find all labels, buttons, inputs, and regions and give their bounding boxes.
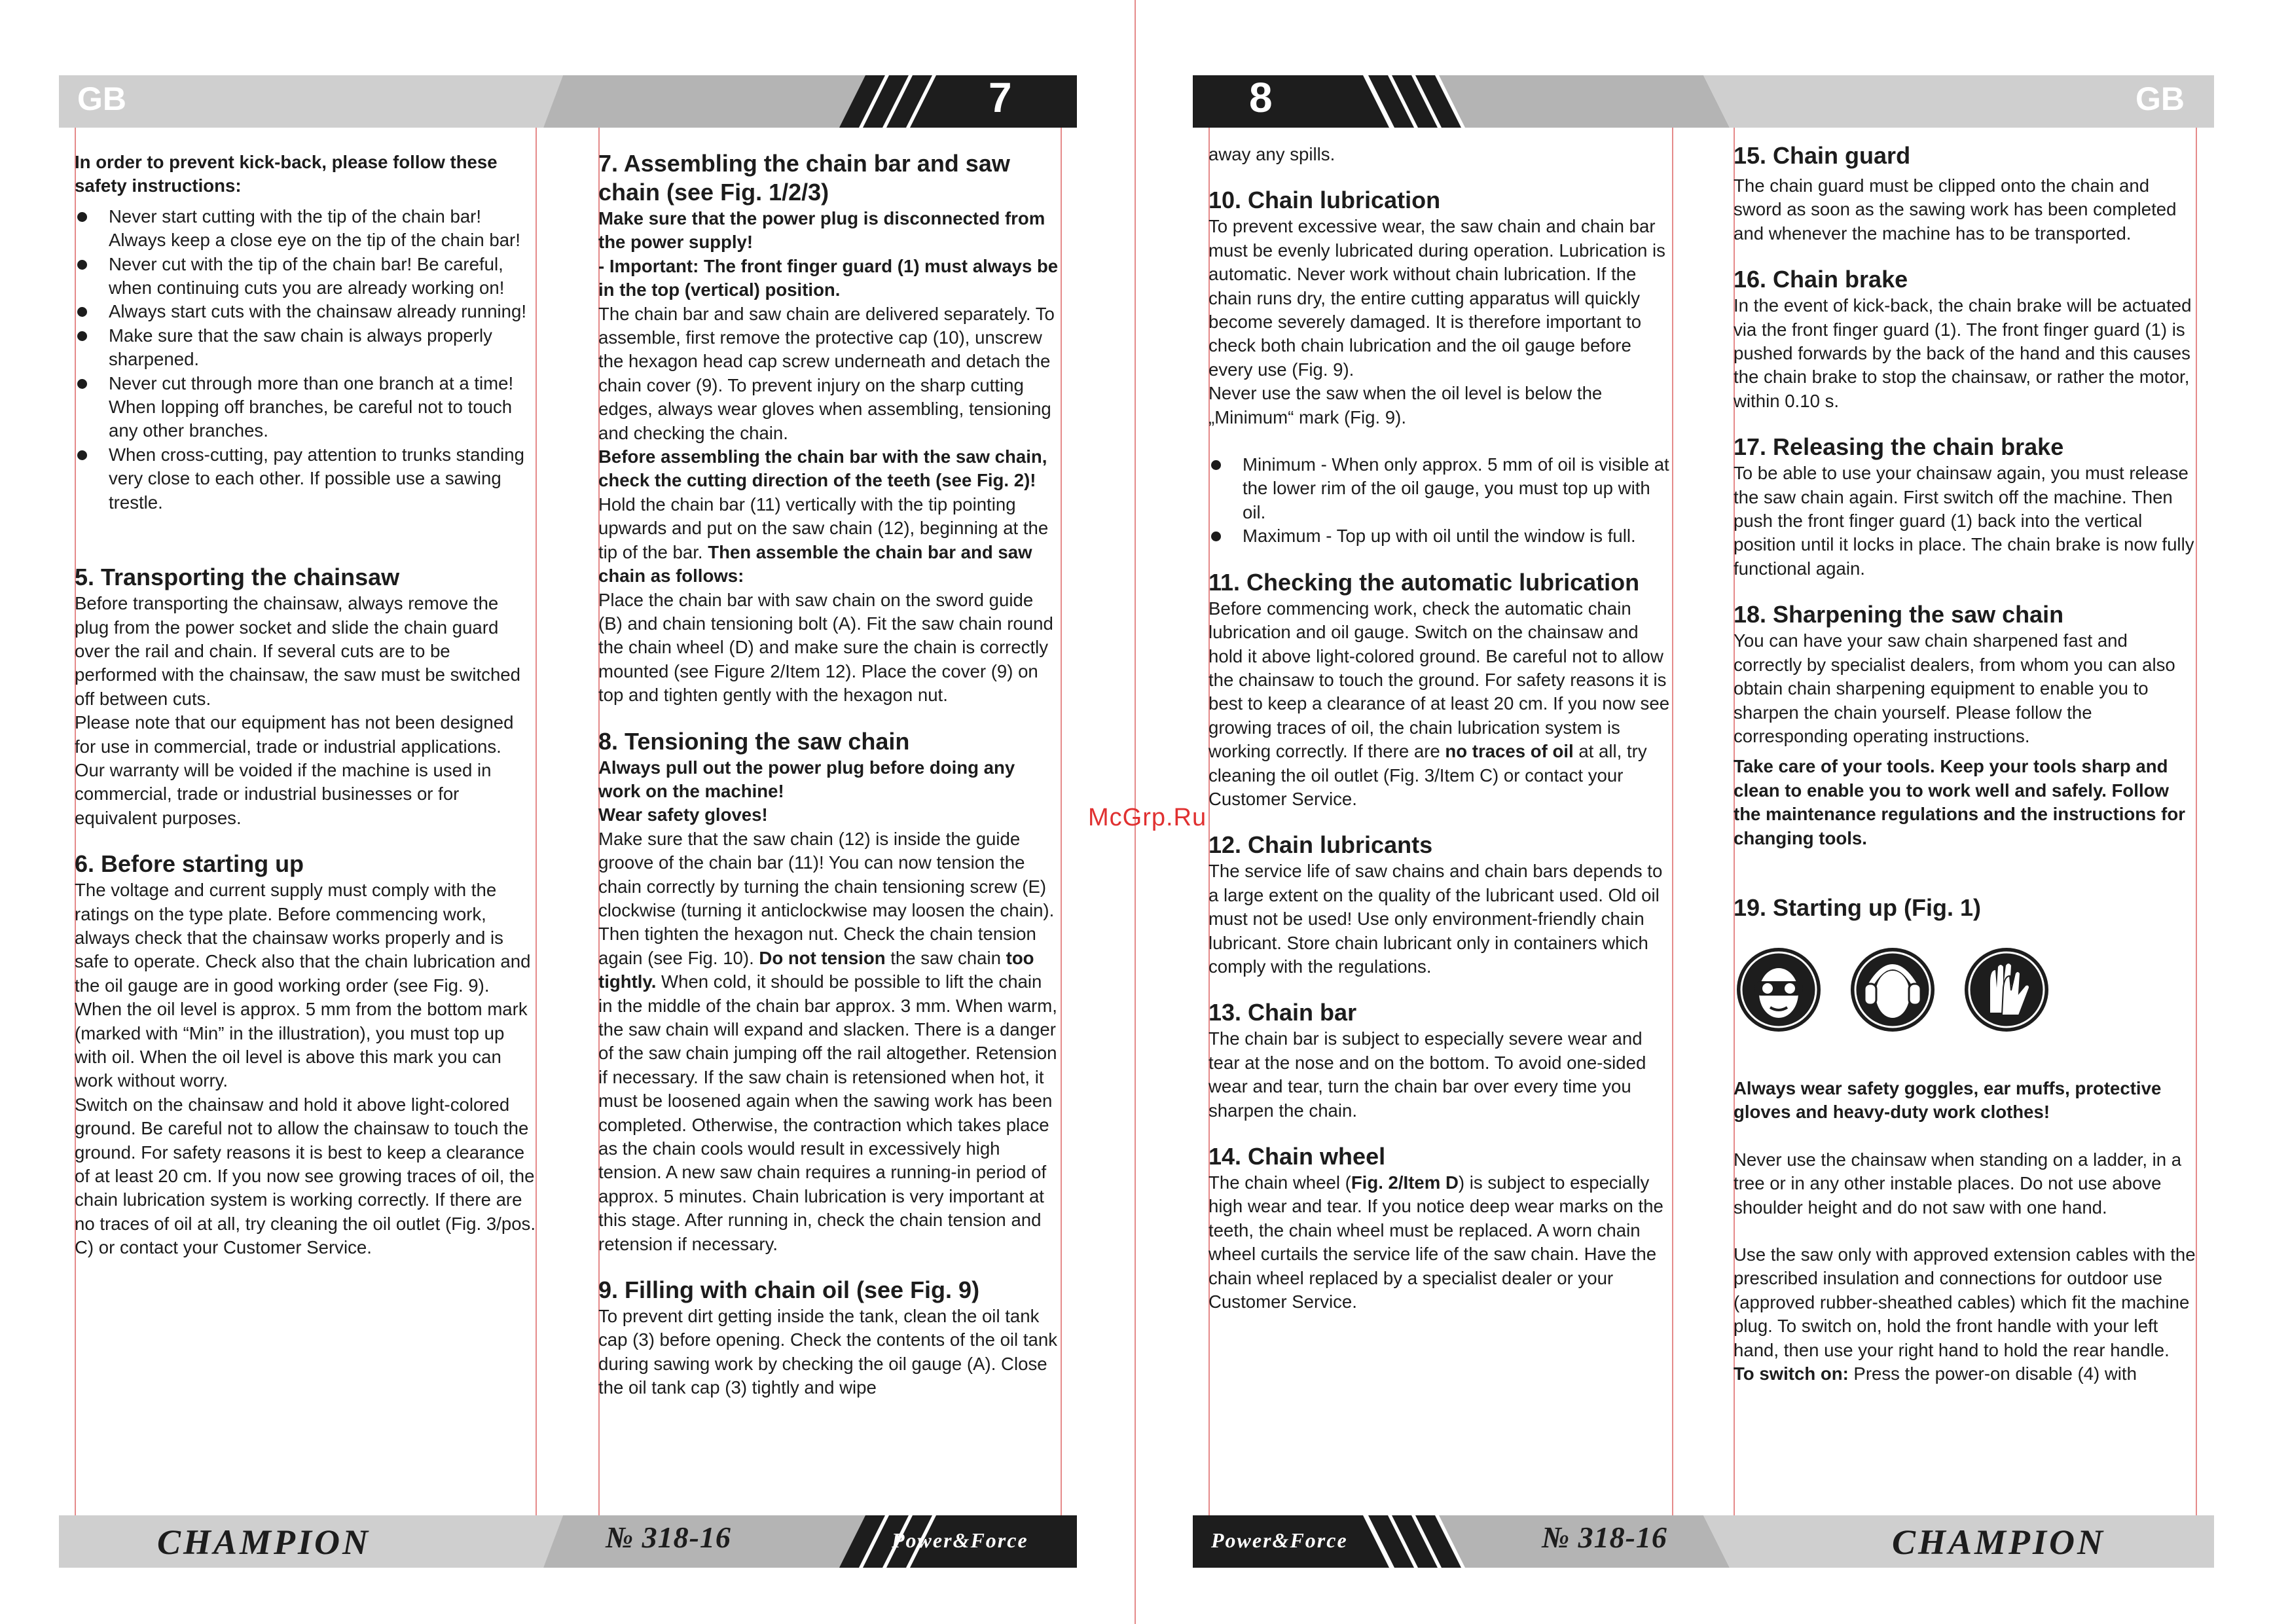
section-title: 5. Transporting the chainsaw [75,564,400,591]
paragraph: Never use the chainsaw when standing on a ladder, in a tree or in any other instable places. Do not use above shoulder height and do not saw with one hand. [1734,1149,2182,1218]
ear-muffs-icon [1850,947,1935,1032]
column-4 [1734,141,2196,1386]
paragraph: Make sure that the saw chain (12) is inside the guide groove of the chain bar (11)! You can now tension the chain correctly by turning the chain tensioning screw (E) clockwise (turning it anticlockwise may loosen the chain). Then tighten the hexagon nut. Check the chain tension again (see Fig. 10). Do not tension the saw chain too tightly. When cold, it should be possible to lift the chain in the middle of the chain bar approx. 3 mm. When warm, the saw chain will expand and slacken. There is a danger of the saw chain jumping off the rail altogether. Retension if necessary. If the saw chain is retensioned when hot, it must be loosened again when the sawing work has been completed. Otherwise, the contraction which takes place as the chain cools would result in excessively high tension. A new saw chain requires a running-in period of approx. 5 minutes. Chain lubrication is very important at this stage. After running in, check the chain tension and retension if necessary. [598,828,1057,1254]
right-page-number: 8 [1249,74,1273,121]
kickback-intro: In order to prevent kick-back, please follow these safety instructions: [75,152,498,196]
list-item: Never cut through more than one branch at a time! When lopping off branches, be careful not to touch any other branches. [75,372,536,443]
section-title: 8. Tensioning the saw chain [598,727,910,755]
paragraph: To prevent dirt getting inside the tank, clean the oil tank cap (3) before opening. Check the contents of the oil tank during sawing work by checking the oil gauge (A). Close the oil tank cap (3) tightly and wipe [598,1306,1058,1398]
section-title: 10. Chain lubrication [1208,187,1441,214]
section-title: 7. Assembling the chain bar and saw chain (see Fig. 1/2/3) [598,150,1010,206]
power-force-logo: Power&Force [1211,1528,1348,1552]
paragraph: Always wear safety goggles, ear muffs, protective gloves and heavy-duty work clothes! [1734,1077,2162,1123]
margin-guide [1672,128,1673,1515]
paragraph: Switch on the chainsaw and hold it above light-colored ground. Be careful not to allow the chainsaw to touch the ground. For safety reasons it is best to keep a clearance of at least 20 cm. If you now see growing traces of oil, the chain lubrication system is working correctly. If there are no traces of oil at all, try cleaning the oil outlet (Fig. 3/pos. C) or contact your Customer Service. [75,1094,536,1258]
column-2 [598,149,1061,1400]
paragraph: You can have your saw chain sharpened fast and correctly by specialist dealers, from whom you can also obtain chain sharpening equipment to enable you to sharpen the chain yourself. Please follow the corresponding operating instructions. [1734,630,2175,746]
paragraph: Before transporting the chainsaw, always remove the plug from the power socket and slide the chain guard over the rail and chain. If several cuts are to be performed with the chainsaw, the saw must be switched off between cuts. [75,593,520,709]
champion-logo: CHAMPION [157,1523,371,1562]
paragraph: Make sure that the power plug is disconnected from the power supply! [598,208,1045,253]
paragraph: Use the saw only with approved extension cables with the prescribed insulation and connections for outdoor use (approved rubber-sheathed cables) which fit the machine plug. To switch on, hold the front handle with your left hand, then use your right hand to hold the rear handle. [1734,1244,2196,1360]
paragraph: Take care of your tools. Keep your tools sharp and clean to enable you to work well and safely. Follow the maintenance regulations and the instructions for changing tools. [1734,756,2185,848]
section-title: 12. Chain lubricants [1208,831,1433,859]
list-item: When cross-cutting, pay attention to trunks standing very close to each other. If possible use a sawing trestle. [75,443,536,514]
model-number: № 318-16 [1542,1521,1667,1554]
section-title: 16. Chain brake [1734,266,1908,293]
section-title: 13. Chain bar [1208,999,1357,1026]
paragraph: The chain wheel (Fig. 2/Item D) is subject to especially high wear and tear. If you notice deep wear marks on the teeth, the chain wheel must be replaced. A worn chain wheel curtails the service life of the saw chain. Have the chain wheel replaced by a specialist dealer or your Customer Service. [1208,1172,1663,1312]
safety-goggles-icon [1736,947,1821,1032]
paragraph: To be able to use your chainsaw again, you must release the saw chain again. First switch off the machine. Then push the front finger guard (1) back into the vertical position until it locks in place. The chain brake is now fully functional again. [1734,463,2194,579]
oil-level-list [1208,453,1672,549]
gloves-icon [1964,947,2049,1032]
paragraph: The service life of saw chains and chain bars depends to a large extent on the quality of the lubricant used. Old oil must not be used! Use only environment-friendly chain lubricant. Store chain lubricant only in containers which comply with the regulations. [1208,861,1663,977]
paragraph: away any spills. [1208,144,1335,164]
paragraph: - Important: The front finger guard (1) must always be in the top (vertical) position. [598,255,1059,300]
column-1 [75,151,536,1260]
paragraph: Wear safety gloves! [598,804,768,825]
right-header-bar [1193,75,2214,128]
list-item: Minimum - When only approx. 5 mm of oil is visible at the lower rim of the oil gauge, you must top up with oil. [1208,453,1672,524]
left-header-bar [59,75,1077,128]
list-item: Maximum - Top up with oil until the window is full. [1208,524,1672,548]
paragraph: Please note that our equipment has not been designed for use in commercial, trade or industrial applications. Our warranty will be voided if the machine is used in commercial, trade or industrial businesses or for equivalent purposes. [75,712,514,828]
list-item: Never cut with the tip of the chain bar! Be careful, when continuing cuts you are already working on! [75,253,536,300]
section-title: 6. Before starting up [75,850,304,878]
section-title: 15. Chain guard [1734,142,1911,169]
model-number: № 318-16 [606,1521,731,1554]
list-item: Always start cuts with the chainsaw already running! [75,300,536,323]
section-title: 11. Checking the automatic lubrication [1208,568,1640,596]
paragraph: Place the chain bar with saw chain on the sword guide (B) and chain tensioning bolt (A). Fit the saw chain round the chain wheel (D) and make sure the chain is correctly mounted (see Figure 2/Item 12). Place the cover (9) on top and tighten gently with the hexagon nut. [598,589,1053,706]
paragraph: To switch on: Press the power-on disable (4) with [1734,1363,2137,1384]
power-force-logo: Power&Force [892,1528,1028,1552]
paragraph: To prevent excessive wear, the saw chain and chain bar must be evenly lubricated during operation. Lubrication is automatic. Never work without chain lubrication. If the chain runs dry, the entire cutting apparatus will quickly become severely damaged. It is therefore important to check both chain lubrication and the oil gauge before every use (Fig. 9). [1208,216,1665,380]
paragraph: In the event of kick-back, the chain brake will be actuated via the front finger guard (1). The front finger guard (1) is pushed forwards by the back of the hand and this causes the chain brake to stop the chainsaw, or rather the motor, within 0.10 s. [1734,295,2192,411]
left-page-number: 7 [989,74,1012,121]
paragraph: Before commencing work, check the automatic chain lubrication and oil gauge. Switch on the chainsaw and hold it above light-colored ground. Be careful not to allow the chainsaw to touch the ground. For safety reasons it is best to keep a clearance of at least 20 cm. If you now see growing traces of oil, the chain lubrication system is working correctly. If there are no traces of oil at all, try cleaning the oil outlet (Fig. 3/Item C) or contact your Customer Service. [1208,598,1670,809]
kickback-list [75,205,536,514]
margin-guide [2196,128,2197,1515]
paragraph: The chain bar is subject to especially severe wear and tear at the nose and on the bottom. To avoid one-sided wear and tear, turn the chain bar over every time you sharpen the chain. [1208,1028,1646,1121]
ppe-icons [1734,922,2196,1047]
champion-logo: CHAMPION [1892,1523,2106,1562]
column-3 [1208,143,1672,1314]
paragraph: Before assembling the chain bar with the saw chain, check the cutting direction of the teeth (see Fig. 2)! Hold the chain bar (11) vertically with the tip pointing upwards and put on the saw chain (12), beginning at the tip of the bar. Then assemble the chain bar and saw chain as follows: [598,446,1049,586]
section-title: 19. Starting up (Fig. 1) [1734,893,1982,921]
left-lang-label: GB [77,81,126,117]
watermark: McGrp.Ru [1088,804,1207,831]
section-title: 14. Chain wheel [1208,1143,1386,1170]
list-item: Make sure that the saw chain is always properly sharpened. [75,324,536,372]
paragraph: The chain guard must be clipped onto the chain and sword as soon as the sawing work has been completed and whenever the machine has to be transported. [1734,175,2177,244]
section-title: 17. Releasing the chain brake [1734,433,2064,461]
margin-guide [1061,128,1062,1515]
paragraph: Always pull out the power plug before doing any work on the machine! [598,757,1015,801]
section-title: 18. Sharpening the saw chain [1734,601,2064,628]
list-item: Never start cutting with the tip of the chain bar! Always keep a close eye on the tip of the chain bar! [75,205,536,253]
paragraph: Never use the saw when the oil level is below the „Minimum“ mark (Fig. 9). [1208,383,1603,427]
section-title: 9. Filling with chain oil (see Fig. 9) [598,1276,980,1304]
paragraph: The chain bar and saw chain are delivered separately. To assemble, first remove the protective cap (10), unscrew the hexagon head cap screw underneath and detach the chain cover (9). To prevent injury on the sharp cutting edges, always wear gloves when assembling, tensioning and checking the chain. [598,303,1055,443]
paragraph: The voltage and current supply must comply with the ratings on the type plate. Before commencing work, always check that the chainsaw works properly and is safe to operate. Check also that the chain lubrication and the oil gauge are in good working order (see Fig. 9). When the oil level is approx. 5 mm from the bottom mark (marked with “Min” in the illustration), you must top up with oil. When the oil level is above this mark you can work without worry. [75,880,531,1091]
right-lang-label: GB [2135,81,2185,117]
